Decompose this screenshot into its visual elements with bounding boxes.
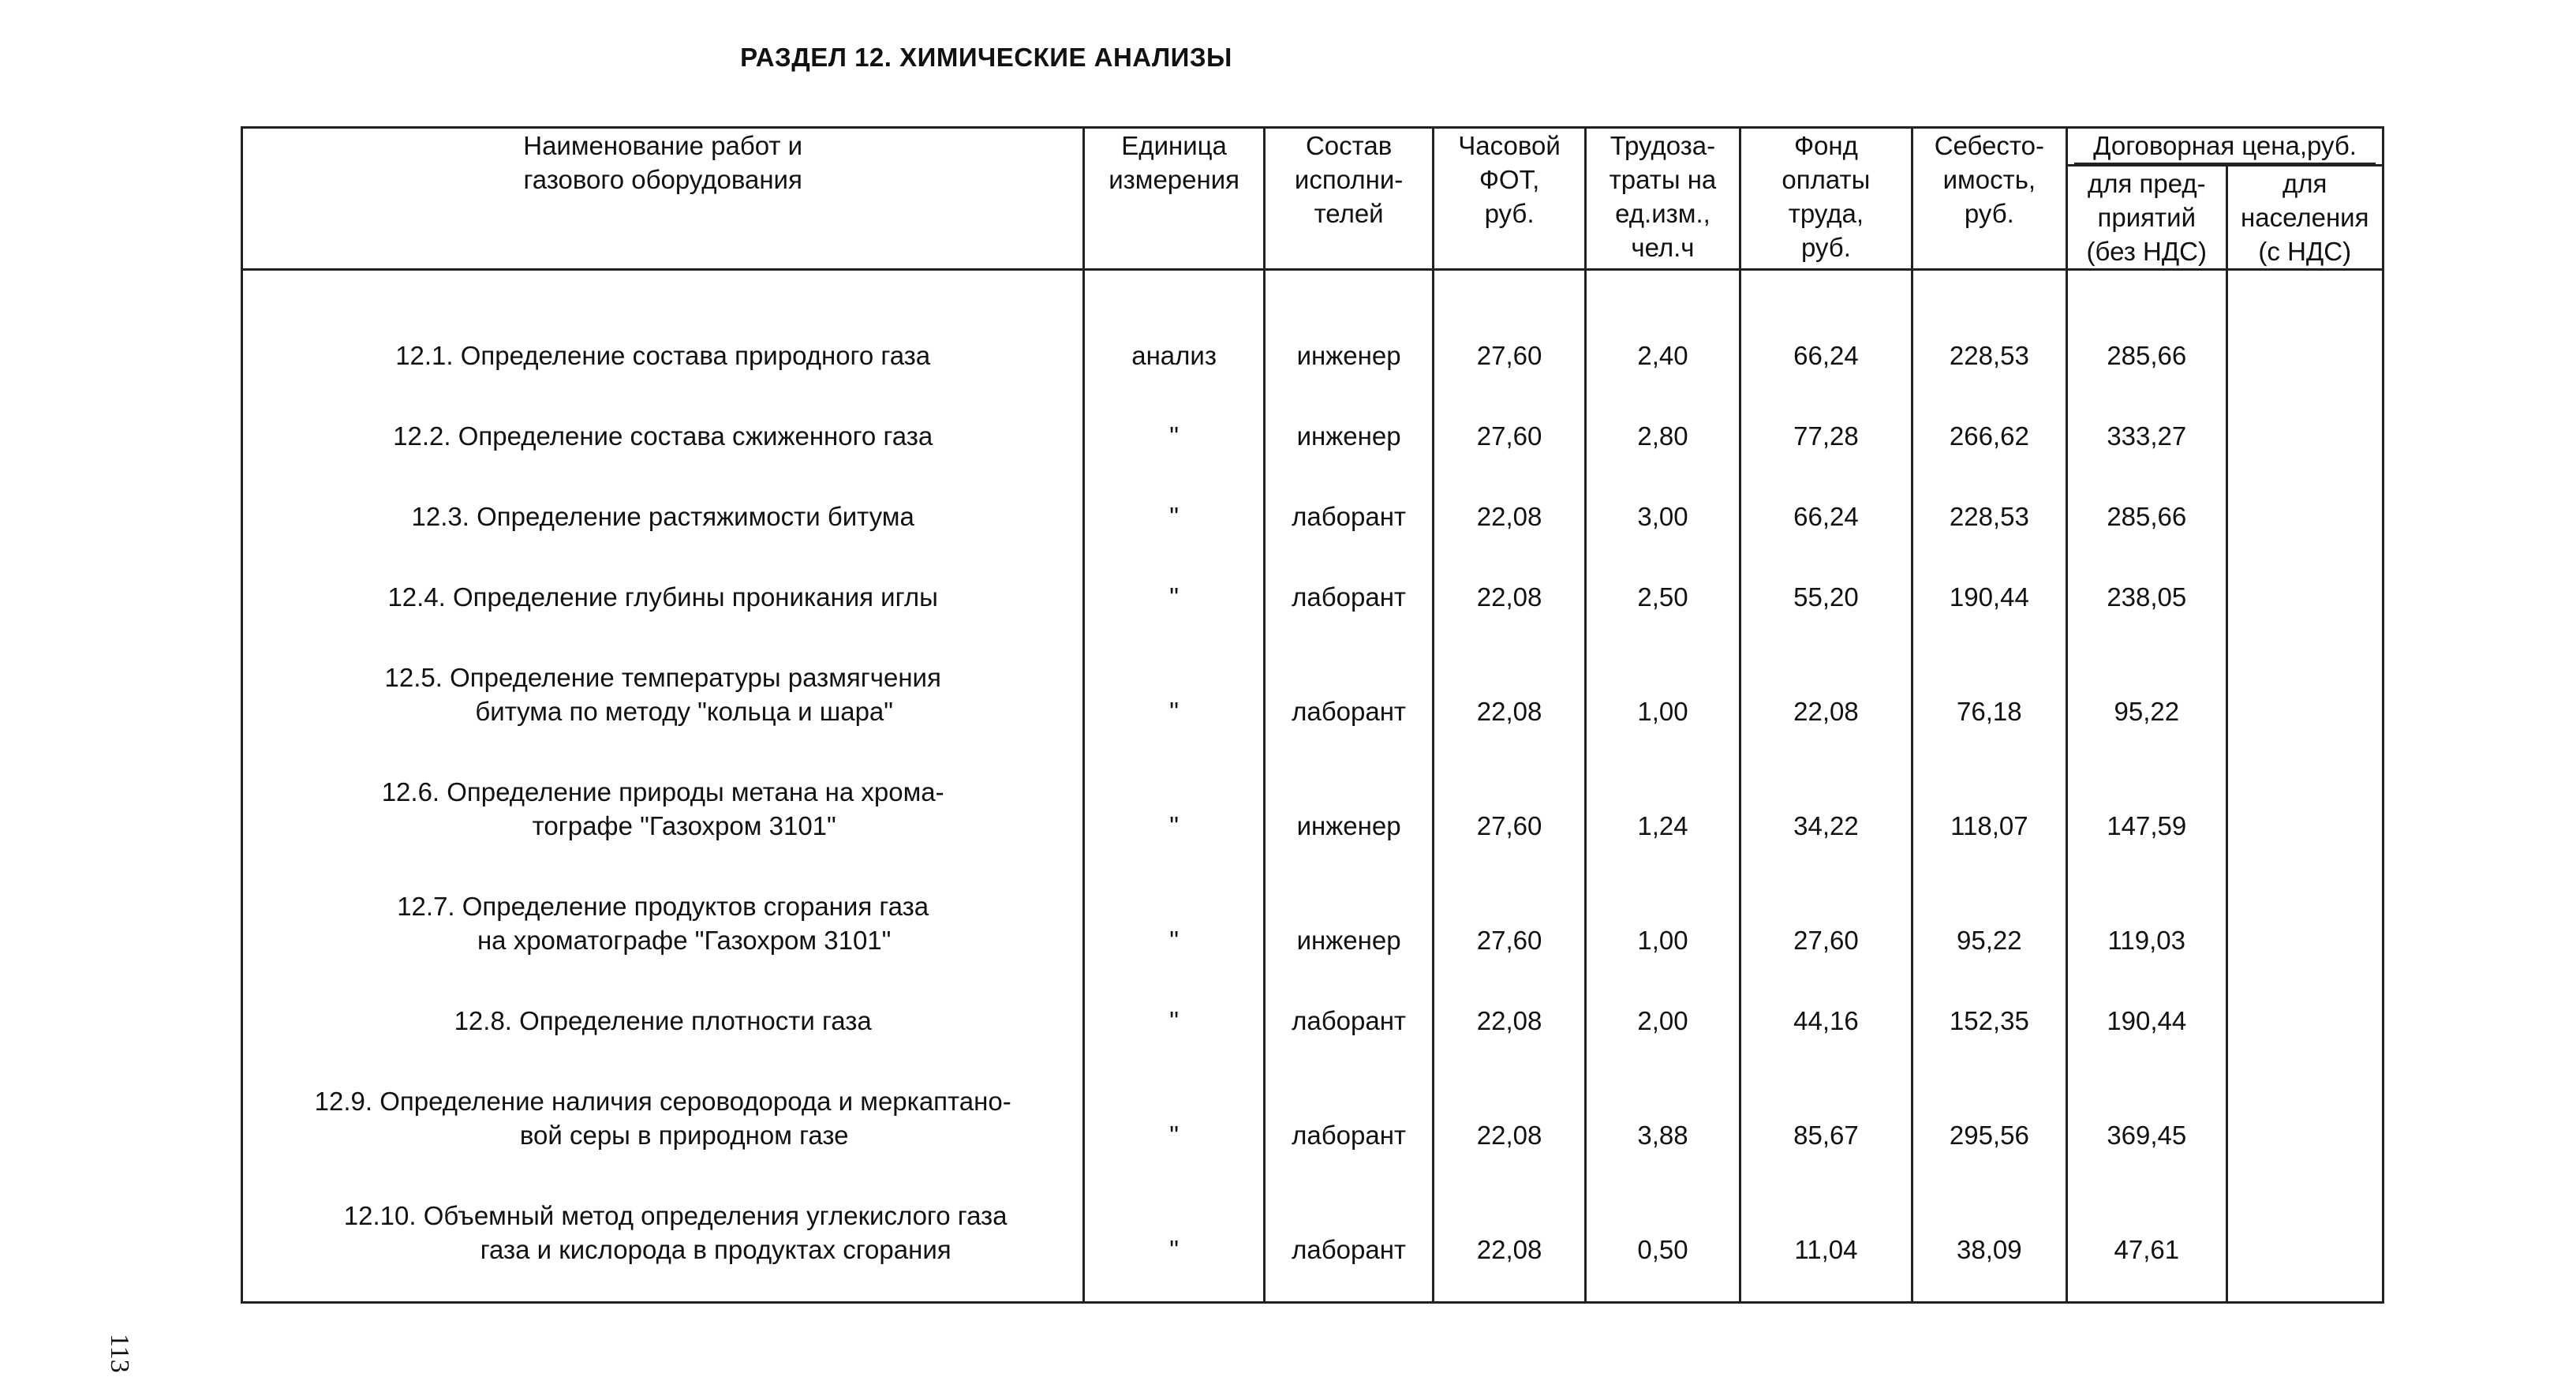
table-row [242,957,2383,1038]
cell-population [2226,270,2383,373]
cell-name: 12.2. Определение состава сжиженного газа [242,372,1084,453]
cell-unit: " [1084,843,1265,957]
cell-staff: инженер [1264,728,1433,843]
cell-labor: 2,50 [1585,533,1740,614]
cell-fund: 27,60 [1740,843,1912,957]
cell-hourly: 27,60 [1434,843,1585,957]
cell-labor: 1,00 [1585,843,1740,957]
cell-staff: лаборант [1264,1152,1433,1303]
cell-name: 12.1. Определение состава природного газа [242,270,1084,373]
cell-fund: 22,08 [1740,614,1912,728]
header-name: Наименование работ и газового оборудования [242,128,1084,270]
table-header [242,128,2383,270]
cell-staff: лаборант [1264,614,1433,728]
cell-staff: лаборант [1264,1038,1433,1152]
header-population: для населения (с НДС) [2226,166,2383,270]
cell-enterprise: 285,66 [2067,270,2226,373]
cell-labor: 1,24 [1585,728,1740,843]
cell-enterprise: 333,27 [2067,372,2226,453]
cell-name: 12.10. Объемный метод определения углекислого газа газа и кислорода в продуктах сгорания [242,1152,1084,1303]
table-body [242,270,2383,1303]
cell-cost: 295,56 [1912,1038,2066,1152]
cell-hourly: 27,60 [1434,372,1585,453]
cell-population [2226,1152,2383,1303]
cell-unit: " [1084,372,1265,453]
cell-name: 12.5. Определение температуры размягчения битума по методу "кольца и шара" [242,614,1084,728]
header-hourly-wage: Часовой ФОТ, руб. [1434,128,1585,270]
cell-staff: инженер [1264,372,1433,453]
cell-unit: " [1084,453,1265,533]
cell-cost: 152,35 [1912,957,2066,1038]
header-labor: Трудоза- траты на ед.изм., чел.ч [1585,128,1740,270]
cell-labor: 2,00 [1585,957,1740,1038]
table-row [242,1152,2383,1303]
cell-enterprise: 238,05 [2067,533,2226,614]
section-title: РАЗДЕЛ 12. ХИМИЧЕСКИЕ АНАЛИЗЫ [740,43,1232,72]
table-row [242,372,2383,453]
cell-hourly: 22,08 [1434,1152,1585,1303]
cell-unit: " [1084,1152,1265,1303]
table-row [242,614,2383,728]
chemical-analyses-table [241,126,2384,1304]
cell-enterprise: 190,44 [2067,957,2226,1038]
header-unit: Единица измерения [1084,128,1265,270]
table-row [242,453,2383,533]
table-row [242,270,2383,373]
cell-unit: анализ [1084,270,1265,373]
cell-enterprise: 147,59 [2067,728,2226,843]
table-row [242,728,2383,843]
cell-hourly: 22,08 [1434,453,1585,533]
cell-population [2226,533,2383,614]
cell-hourly: 27,60 [1434,270,1585,373]
cell-name: 12.9. Определение наличия сероводорода и меркаптано- вой серы в природном газе [242,1038,1084,1152]
cell-staff: лаборант [1264,533,1433,614]
cell-population [2226,614,2383,728]
cell-hourly: 22,08 [1434,1038,1585,1152]
cell-population [2226,1038,2383,1152]
cell-unit: " [1084,614,1265,728]
cell-enterprise: 119,03 [2067,843,2226,957]
cell-staff: лаборант [1264,957,1433,1038]
cell-cost: 266,62 [1912,372,2066,453]
cell-unit: " [1084,957,1265,1038]
cell-labor: 2,80 [1585,372,1740,453]
cell-population [2226,728,2383,843]
cell-name: 12.6. Определение природы метана на хрома- тографе "Газохром 3101" [242,728,1084,843]
cell-name: 12.4. Определение глубины проникания иглы [242,533,1084,614]
cell-fund: 11,04 [1740,1152,1912,1303]
page-number: 113 [105,1334,134,1373]
cell-cost: 228,53 [1912,453,2066,533]
cell-hourly: 22,08 [1434,614,1585,728]
cell-hourly: 27,60 [1434,728,1585,843]
cell-fund: 66,24 [1740,270,1912,373]
cell-cost: 190,44 [1912,533,2066,614]
cell-unit: " [1084,1038,1265,1152]
cell-enterprise: 47,61 [2067,1152,2226,1303]
cell-labor: 1,00 [1585,614,1740,728]
cell-cost: 95,22 [1912,843,2066,957]
header-cost: Себесто- имость, руб. [1912,128,2066,270]
cell-population [2226,372,2383,453]
cell-population [2226,957,2383,1038]
cell-name: 12.8. Определение плотности газа [242,957,1084,1038]
cell-enterprise: 95,22 [2067,614,2226,728]
cell-cost: 228,53 [1912,270,2066,373]
cell-labor: 3,88 [1585,1038,1740,1152]
cell-staff: лаборант [1264,453,1433,533]
cell-cost: 38,09 [1912,1152,2066,1303]
cell-cost: 76,18 [1912,614,2066,728]
table-row [242,843,2383,957]
table-row [242,1038,2383,1152]
cell-fund: 77,28 [1740,372,1912,453]
header-contract-price: Договорная цена,руб. [2067,128,2383,166]
cell-staff: инженер [1264,843,1433,957]
cell-unit: " [1084,533,1265,614]
cell-labor: 3,00 [1585,453,1740,533]
cell-enterprise: 369,45 [2067,1038,2226,1152]
cell-unit: " [1084,728,1265,843]
cell-fund: 34,22 [1740,728,1912,843]
cell-cost: 118,07 [1912,728,2066,843]
cell-population [2226,453,2383,533]
cell-population [2226,843,2383,957]
cell-fund: 66,24 [1740,453,1912,533]
cell-labor: 0,50 [1585,1152,1740,1303]
cell-labor: 2,40 [1585,270,1740,373]
header-wage-fund: Фонд оплаты труда, руб. [1740,128,1912,270]
cell-hourly: 22,08 [1434,533,1585,614]
header-staff: Состав исполни- телей [1264,128,1433,270]
cell-name: 12.7. Определение продуктов сгорания газа на хроматографе "Газохром 3101" [242,843,1084,957]
cell-fund: 85,67 [1740,1038,1912,1152]
cell-enterprise: 285,66 [2067,453,2226,533]
cell-fund: 44,16 [1740,957,1912,1038]
header-enterprise: для пред- приятий (без НДС) [2067,166,2226,270]
cell-staff: инженер [1264,270,1433,373]
cell-hourly: 22,08 [1434,957,1585,1038]
cell-fund: 55,20 [1740,533,1912,614]
cell-name: 12.3. Определение растяжимости битума [242,453,1084,533]
table-row [242,533,2383,614]
